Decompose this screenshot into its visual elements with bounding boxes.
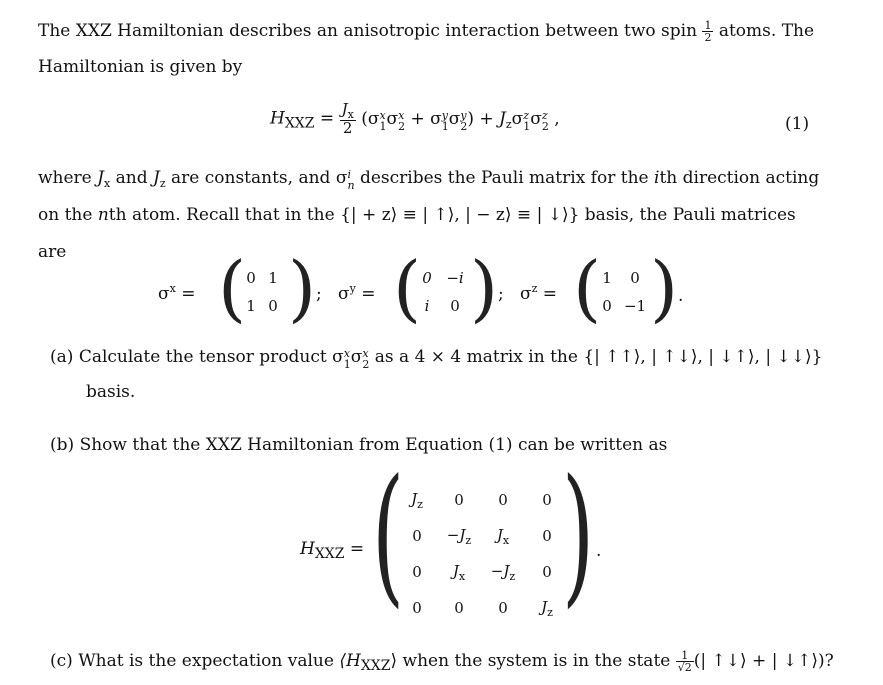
equation-1 (270, 102, 560, 136)
state-expression: (| ↑↓⟩ + | ↓↑⟩)? (693, 651, 834, 671)
hamiltonian-end: . (596, 541, 602, 561)
part-a-line-2: basis. (86, 382, 136, 402)
where-text-d: describes the Pauli matrix for the (359, 168, 649, 188)
coef-num: 1 (676, 650, 694, 662)
where-text-h: basis, the Pauli matrices (584, 205, 796, 225)
two-spin-basis: {| ↑↑⟩, | ↑↓⟩, | ↓↑⟩, | ↓↓⟩} (583, 347, 823, 367)
jx-symbol: J (341, 100, 348, 118)
paren-left-icon: ( (372, 448, 405, 622)
where-text-b: and (115, 168, 148, 188)
eq1-frac-den: 2 (342, 119, 353, 137)
intro-line-1 (38, 20, 814, 43)
where-text-e: th direction acting (659, 168, 820, 188)
sigma-y-label: $\sigma^y$ = (338, 282, 376, 304)
expectation-close: ⟩ (390, 651, 398, 671)
sigma-z-matrix: 1 0 0 −1 (602, 269, 647, 315)
pauli-matrices (158, 246, 698, 334)
jx-sub: x (347, 108, 354, 121)
expectation-open: ⟨H (339, 651, 361, 671)
sigma-x-label: $\sigma^x$ = (158, 282, 196, 304)
where-text-g: th atom. Recall that in the (108, 205, 335, 225)
frac-den: 2 (704, 31, 712, 44)
sigma-x-matrix: 0 1 1 0 (246, 269, 278, 315)
eq1-fraction (340, 102, 356, 136)
paren-left-icon: ( (393, 246, 422, 330)
cell: $J_z$ (411, 489, 423, 511)
sep-2: ; (498, 284, 504, 304)
paren-left-icon: ( (218, 246, 247, 330)
where-line-1: where $J_x$ and $J_z$ are constants, and σ i n describes the Pauli matrix for the ith direction acting (38, 168, 820, 192)
part-b-text: Show that the XXZ Hamiltonian from Equation (1) can be written as (79, 435, 668, 455)
paren-right-icon: ) (288, 246, 317, 330)
part-a: (a) Calculate the tensor product σ x 1 σ x 2 as a 4 × 4 matrix in the {| ↑↑⟩, | ↑↓⟩, | ↓↑⟩, | ↓↓⟩} (50, 347, 823, 371)
hamiltonian-matrix: $J_z$ 0 0 0 0 $-J_z$ $J_x$ 0 0 $J_x$ $-J_z$ 0 0 0 0 $J_z$ (396, 482, 568, 626)
part-c (50, 650, 834, 674)
coef-den: √2 (677, 661, 692, 674)
paren-right-icon: ) (562, 448, 595, 622)
where-text-a: where (38, 168, 92, 188)
equation-tag-1: (1) (785, 114, 810, 134)
paren-left-icon: ( (573, 246, 602, 330)
spin-half-fraction (702, 20, 713, 43)
part-c-label: (c) (50, 651, 73, 671)
part-c-text-1: What is the expectation value (78, 651, 334, 671)
sigma-z-label: $\sigma^z$ = (520, 282, 558, 304)
eq1-body: (σ x 1 σ x 2 + σ y 1 σ y 2 ) + $J_z\sigma$ z 1 σ z 2 , (361, 108, 560, 133)
eq1-lhs-sub: XXZ (284, 115, 315, 132)
intro-text: The XXZ Hamiltonian describes an anisotropic interaction between two spin (38, 21, 698, 41)
where-text-c: are constants, and (171, 168, 331, 188)
hamiltonian-lhs: $H_{XXZ}$ = (300, 539, 365, 562)
spin-basis: {| + z⟩ ≡ | ↑⟩, | − z⟩ ≡ | ↓⟩} (340, 205, 580, 225)
part-a-text-1: Calculate the tensor product (78, 347, 327, 367)
where-line-2: on the nth atom. Recall that in the {| + z⟩ ≡ | ↑⟩, | − z⟩ ≡ | ↓⟩} basis, the Pauli matrices (38, 205, 796, 225)
part-b-label: (b) (50, 435, 75, 455)
part-c-text-2: when the system is in the state (402, 651, 671, 671)
part-a-text-2: as a 4 × 4 matrix in the (374, 347, 578, 367)
eq1-equals: = (319, 108, 335, 129)
intro-text-end: atoms. The (718, 21, 815, 41)
sigma-y-matrix: 0 −i i 0 (422, 269, 464, 315)
normalization-fraction (676, 650, 694, 673)
intro-line-2: Hamiltonian is given by (38, 57, 243, 77)
sep-1: ; (316, 284, 322, 304)
pauli-end: . (678, 286, 684, 306)
frac-num: 1 (704, 19, 712, 32)
where-text-f: on the (38, 205, 93, 225)
paren-right-icon: ) (650, 246, 679, 330)
eq1-plus-1: + (410, 108, 425, 129)
eq1-plus-2: + (479, 108, 494, 129)
part-a-label: (a) (50, 347, 74, 367)
paren-right-icon: ) (470, 246, 499, 330)
where-line-3: are (38, 242, 67, 262)
expectation-sub: XXZ (360, 658, 391, 674)
eq1-lhs: H (270, 108, 285, 129)
